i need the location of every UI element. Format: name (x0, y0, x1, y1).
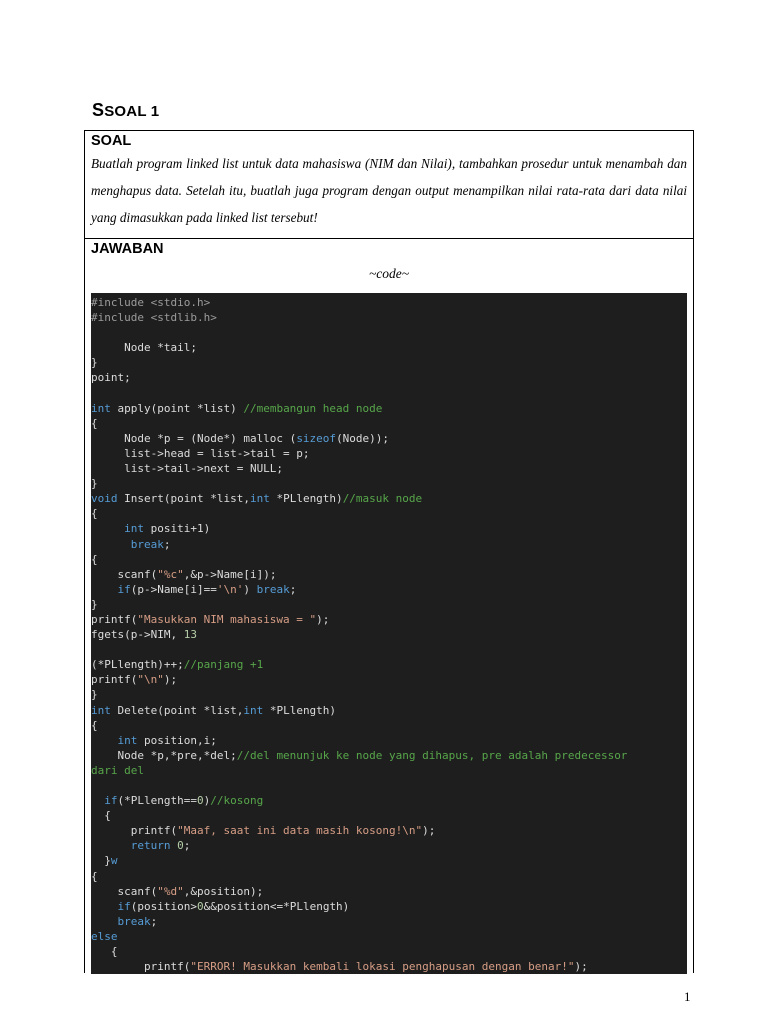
code-token: "Masukkan NIM mahasiswa = " (137, 612, 317, 626)
code-token: (Node)); (336, 431, 390, 445)
code-token: } (91, 854, 111, 868)
code-token: Node *tail; (91, 341, 197, 355)
code-line (91, 748, 687, 763)
code-token: scanf( (91, 884, 158, 898)
code-token: printf( (91, 612, 138, 626)
code-token: break (256, 582, 290, 596)
code-token: } (91, 356, 98, 370)
code-token: #include <stdio.h> (91, 296, 211, 309)
code-line (91, 567, 687, 582)
code-token: int (124, 522, 144, 536)
code-token (91, 538, 131, 551)
code-line (91, 491, 687, 506)
code-token: (position> (130, 899, 197, 913)
code-line (91, 370, 687, 385)
code-token: break (117, 914, 151, 928)
code-token: ; (183, 839, 191, 853)
code-line (91, 808, 687, 823)
code-line (91, 476, 687, 491)
code-line (91, 325, 687, 340)
code-token: { (91, 809, 111, 823)
code-token: ; (163, 537, 171, 551)
code-token: { (91, 507, 98, 521)
code-line (91, 884, 687, 899)
code-token: ); (163, 673, 178, 687)
code-token: //membangun head node (243, 401, 383, 415)
page-heading (92, 100, 159, 121)
code-line (91, 838, 687, 853)
code-line (91, 657, 687, 672)
soal-section (85, 131, 693, 239)
code-token: *PLlength) (263, 703, 337, 717)
code-line (91, 461, 687, 476)
code-token: list->tail->next = NULL; (91, 462, 284, 476)
code-token: } (91, 597, 98, 611)
code-token: if (104, 794, 118, 808)
code-token: printf( (91, 824, 178, 838)
code-token: ) (243, 582, 257, 596)
code-token: "%c" (157, 567, 184, 581)
code-token: if (117, 899, 131, 913)
code-token: 0 (196, 899, 204, 913)
code-token: (*PLlength)++; (91, 658, 184, 672)
code-token: sizeof (296, 431, 337, 445)
code-token: ); (316, 612, 330, 626)
code-token: fgets(p->NIM, (91, 628, 184, 642)
code-token: //del menunjuk ke node yang dihapus, pre adalah predecessor (236, 748, 628, 762)
code-token: int (91, 703, 111, 717)
code-token: dari del (91, 763, 144, 777)
code-line (91, 612, 687, 627)
code-line (91, 310, 687, 325)
code-line (91, 582, 687, 597)
code-line (91, 929, 687, 944)
code-line (91, 763, 687, 778)
code-token: { (91, 945, 118, 959)
code-token: 13 (183, 628, 197, 642)
code-token: int (91, 401, 111, 415)
code-line (91, 733, 687, 748)
code-token: int (243, 703, 264, 717)
code-token: list->head = list->tail = p; (91, 446, 310, 460)
code-line (91, 627, 687, 642)
code-token (91, 839, 131, 852)
question-text: Buatlah program linked list untuk data mahasiswa (NIM dan Nilai), tambahkan prosedur untuk menambah dan menghapus data. Setelah itu, buatlah juga program dengan output menampilkan nilai rata-rata dari data nilai yang dimasukkan pada linked list tersebut! (91, 156, 687, 225)
answer-table (84, 130, 694, 973)
code-token: "%d" (157, 884, 184, 898)
code-line (91, 431, 687, 446)
code-token: { (91, 869, 98, 883)
code-token: w (110, 854, 118, 868)
code-token (91, 522, 124, 535)
code-token: { (91, 552, 98, 566)
code-token: ,&position); (183, 884, 264, 898)
code-token: } (91, 688, 98, 702)
code-line (91, 869, 687, 884)
code-token: 0 (177, 839, 184, 853)
code-line (91, 793, 687, 808)
code-token (91, 583, 118, 596)
code-line (91, 718, 687, 733)
code-token: *PLlength) (269, 492, 343, 506)
code-line (91, 597, 687, 612)
code-line (91, 642, 687, 657)
code-token: { (91, 416, 98, 430)
code-token: point; (91, 371, 131, 385)
code-token: //panjang +1 (183, 658, 264, 672)
code-token: ) (203, 794, 211, 808)
code-token: 0 (196, 794, 204, 808)
code-token: "\n" (137, 673, 164, 687)
jawaban-label: JAWABAN (91, 241, 164, 257)
code-token: #include <stdlib.h> (91, 311, 217, 325)
code-token: positi+1) (144, 522, 211, 536)
code-token: //kosong (210, 794, 264, 808)
code-token: "ERROR! Masukkan kembali lokasi penghapusan dengan benar!" (190, 960, 575, 974)
code-token: } (91, 477, 98, 491)
code-token (91, 915, 118, 928)
code-line (91, 823, 687, 838)
code-token: { (91, 718, 98, 732)
code-line (91, 778, 687, 793)
code-token: (p->Name[i]== (130, 582, 217, 596)
code-token: ); (574, 960, 588, 974)
code-token: (*PLlength== (117, 794, 197, 808)
code-token: void (91, 492, 118, 506)
code-line (91, 340, 687, 355)
code-line (91, 687, 687, 702)
code-token: position,i; (137, 733, 217, 747)
code-token (91, 794, 104, 807)
code-line (91, 672, 687, 687)
code-line (91, 703, 687, 718)
code-token: else (91, 929, 118, 943)
code-token: break (130, 537, 164, 551)
code-token: scanf( (91, 567, 158, 581)
page-number: 1 (684, 989, 691, 1004)
heading-initial: S (92, 100, 105, 120)
code-line (91, 944, 687, 959)
heading-text: SOAL 1 (104, 103, 160, 120)
code-token: apply(point *list) (110, 401, 244, 415)
code-line (91, 521, 687, 536)
code-token: //masuk node (342, 492, 423, 506)
code-block (91, 293, 687, 974)
code-line (91, 355, 687, 370)
code-token (91, 900, 118, 913)
code-line (91, 416, 687, 431)
code-token (91, 734, 118, 747)
jawaban-section (85, 239, 693, 283)
code-line (91, 959, 687, 974)
code-token: Node *p,*pre,*del; (91, 748, 237, 762)
code-token: return (130, 839, 171, 853)
code-line (91, 914, 687, 929)
code-line (91, 295, 687, 310)
code-caption: ~code~ (368, 266, 410, 281)
code-token: printf( (91, 960, 191, 974)
code-token: ,&p->Name[i]); (183, 567, 277, 581)
code-token: ; (289, 582, 297, 596)
code-line (91, 446, 687, 461)
code-token: int (117, 733, 138, 747)
code-token: printf( (91, 673, 138, 687)
code-token: int (249, 492, 270, 506)
code-line (91, 552, 687, 567)
code-line (91, 401, 687, 416)
code-line (91, 537, 687, 552)
code-token: Delete(point *list, (110, 703, 244, 717)
code-token: &&position<=*PLlength) (203, 899, 350, 913)
code-token: Insert(point *list, (117, 492, 250, 506)
code-token: ; (150, 914, 158, 928)
code-line (91, 386, 687, 401)
code-token: if (117, 582, 131, 596)
code-line (91, 853, 687, 868)
code-token: ); (422, 824, 436, 838)
code-line (91, 899, 687, 914)
code-line (91, 506, 687, 521)
code-token: "Maaf, saat ini data masih kosong!\n" (177, 824, 423, 838)
code-token: '\n' (216, 582, 244, 596)
code-token: Node *p = (Node*) malloc ( (91, 431, 297, 445)
soal-label: SOAL (91, 133, 132, 149)
